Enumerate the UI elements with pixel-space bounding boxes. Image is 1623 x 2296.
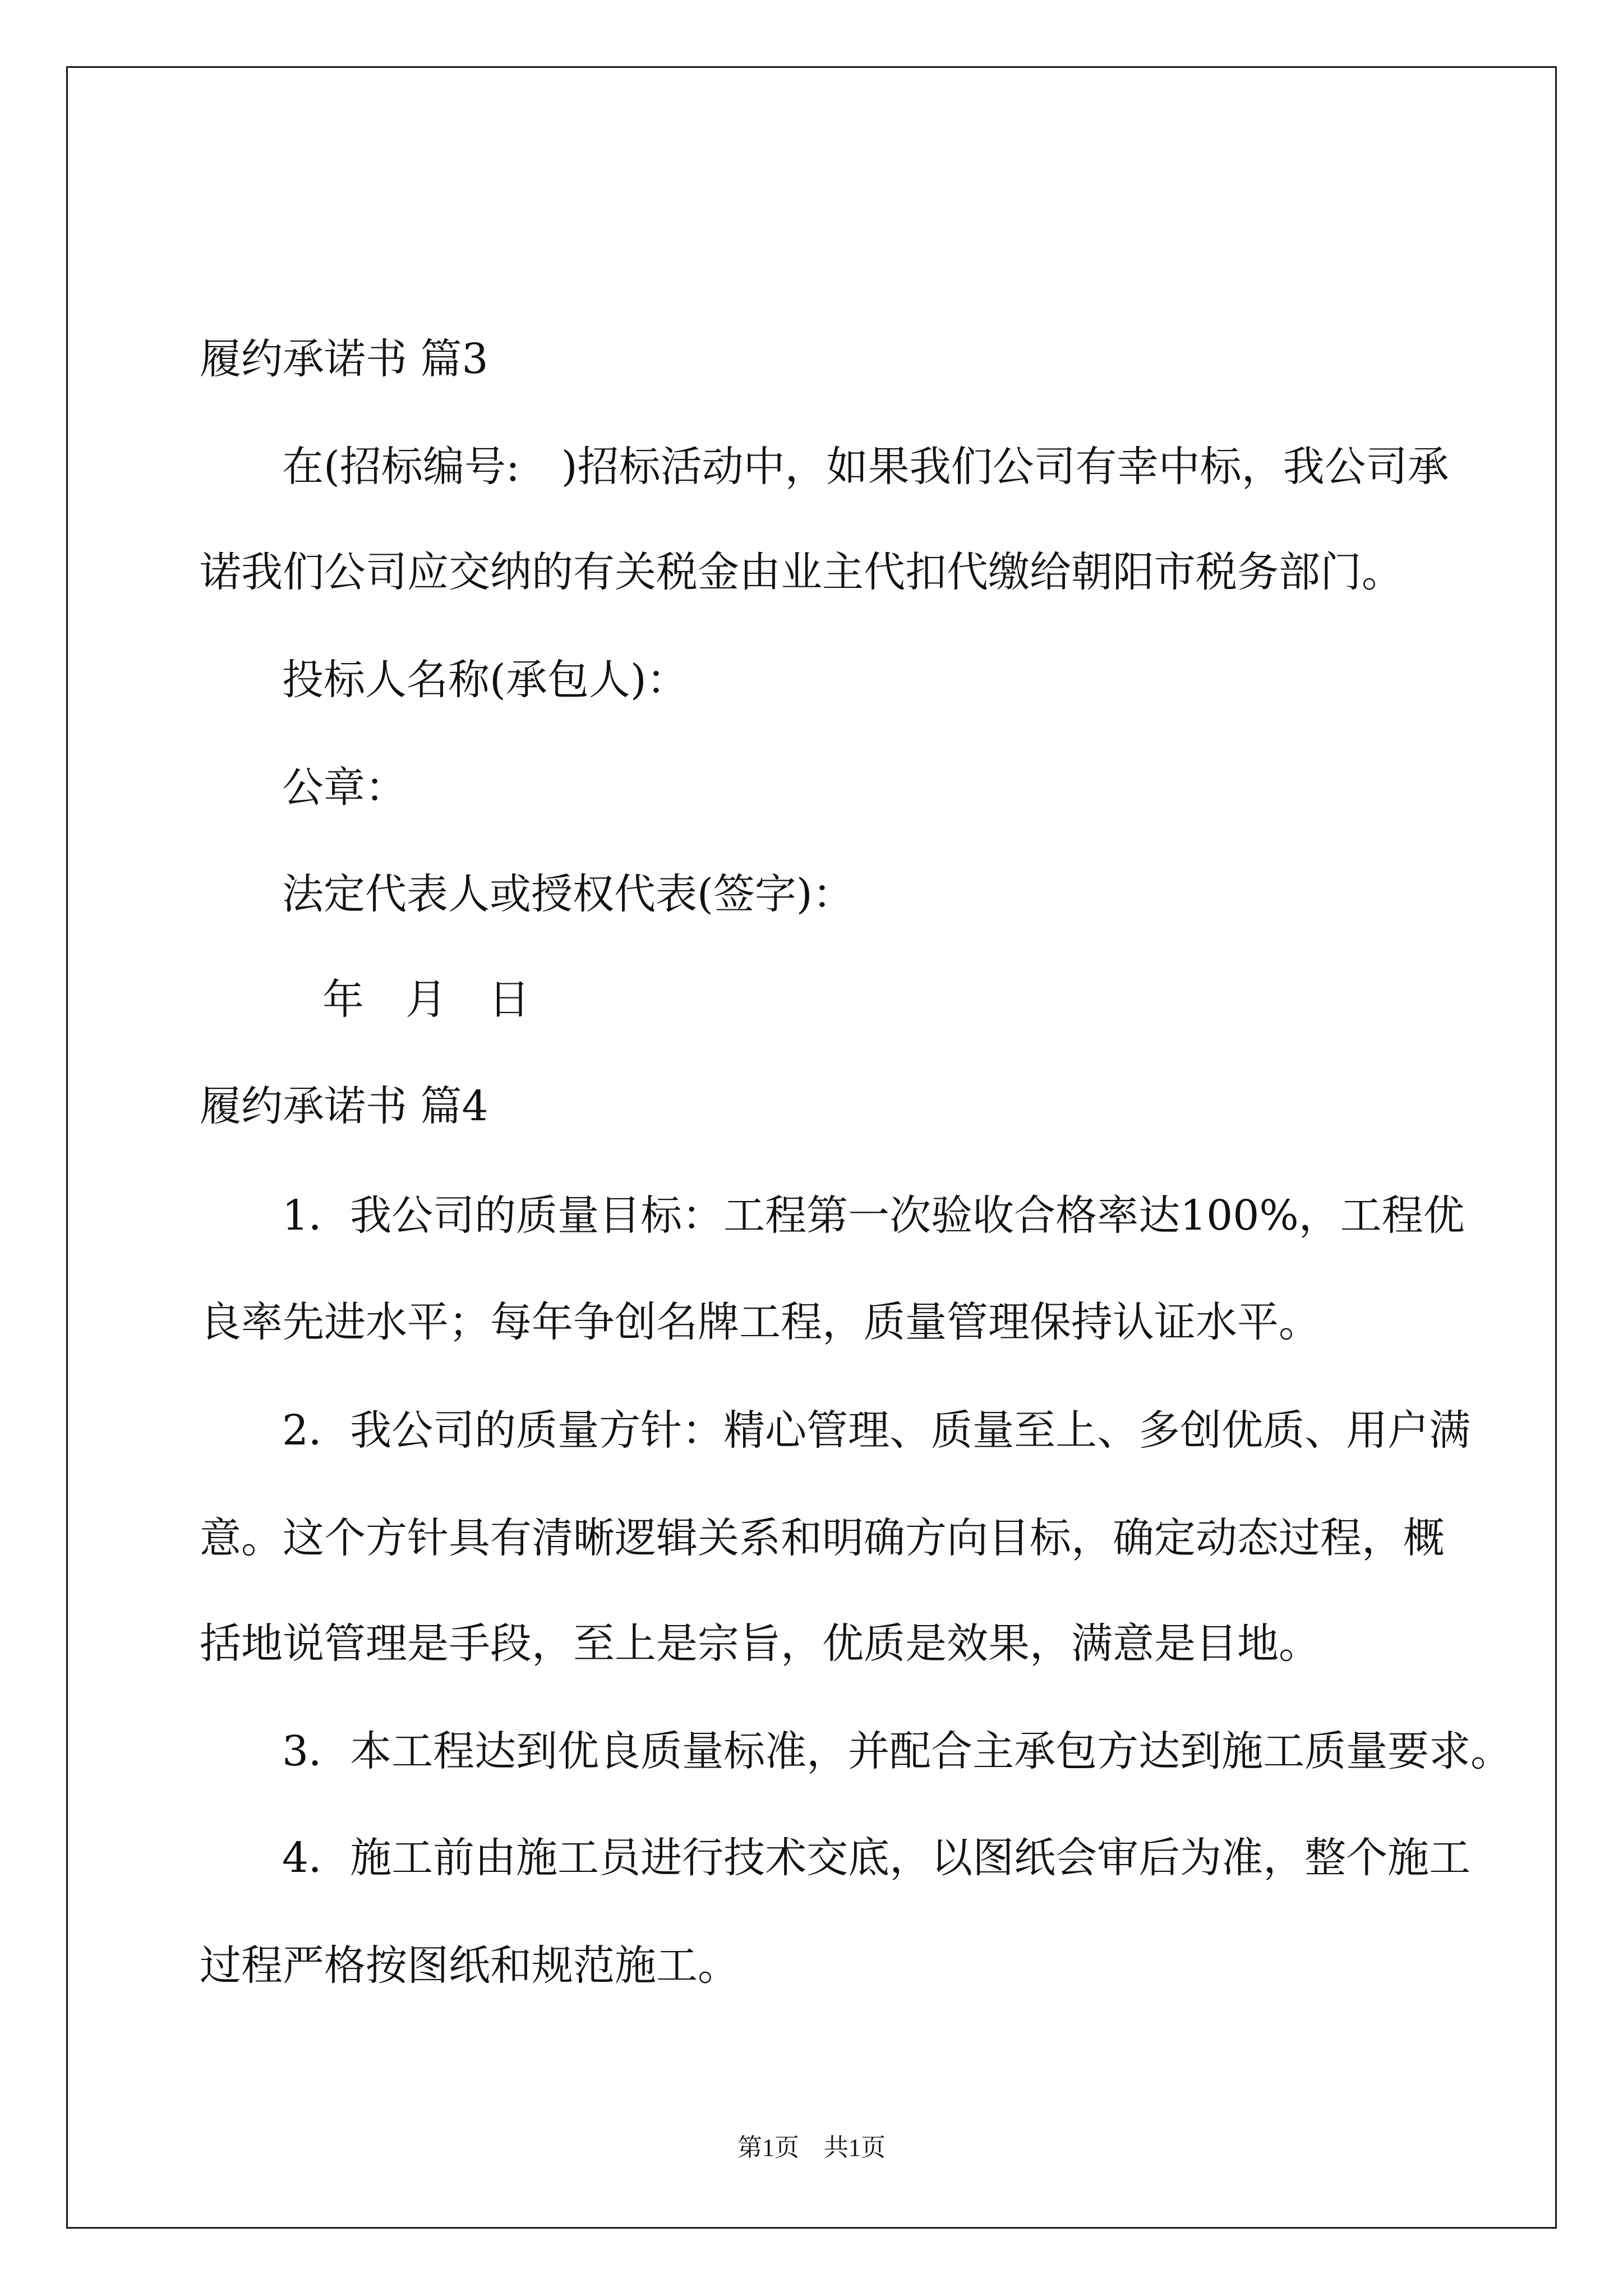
paragraph-line: 良率先进水平；每年争创名牌工程，质量管理保持认证水平。 bbox=[200, 1298, 1320, 1346]
paragraph-line: 3．本工程达到优良质量标准，并配合主承包方达到施工质量要求。 bbox=[282, 1727, 1513, 1775]
section-heading-3: 履约承诺书 篇3 bbox=[200, 335, 488, 383]
page-footer: 第1页 共1页 bbox=[737, 2134, 886, 2161]
paragraph-line: 诺我们公司应交纳的有关税金由业主代扣代缴给朝阳市税务部门。 bbox=[200, 548, 1403, 596]
paragraph-line: 2．我公司的质量方针：精心管理、质量至上、多创优质、用户满 bbox=[282, 1406, 1471, 1455]
signature-label: 法定代表人或授权代表(签字)： bbox=[282, 870, 854, 918]
paragraph-line: 在(招标编号: )招标活动中，如果我们公司有幸中标，我公司承 bbox=[282, 443, 1449, 491]
page-border bbox=[66, 66, 1557, 2229]
date-line: 年 月 日 bbox=[322, 976, 530, 1024]
seal-label: 公章： bbox=[282, 763, 407, 812]
bidder-name-label: 投标人名称(承包人)： bbox=[282, 656, 688, 704]
section-heading-4: 履约承诺书 篇4 bbox=[200, 1082, 488, 1130]
paragraph-line: 括地说管理是手段，至上是宗旨，优质是效果，满意是目地。 bbox=[200, 1619, 1320, 1668]
paragraph-line: 4．施工前由施工员进行技术交底，以图纸会审后为准，整个施工 bbox=[282, 1834, 1471, 1882]
paragraph-line: 意。这个方针具有清晰逻辑关系和明确方向目标，确定动态过程，概 bbox=[200, 1514, 1445, 1562]
paragraph-line: 过程严格按图纸和规范施工。 bbox=[200, 1941, 739, 1990]
paragraph-line: 1．我公司的质量目标：工程第一次验收合格率达100%，工程优 bbox=[282, 1191, 1465, 1240]
